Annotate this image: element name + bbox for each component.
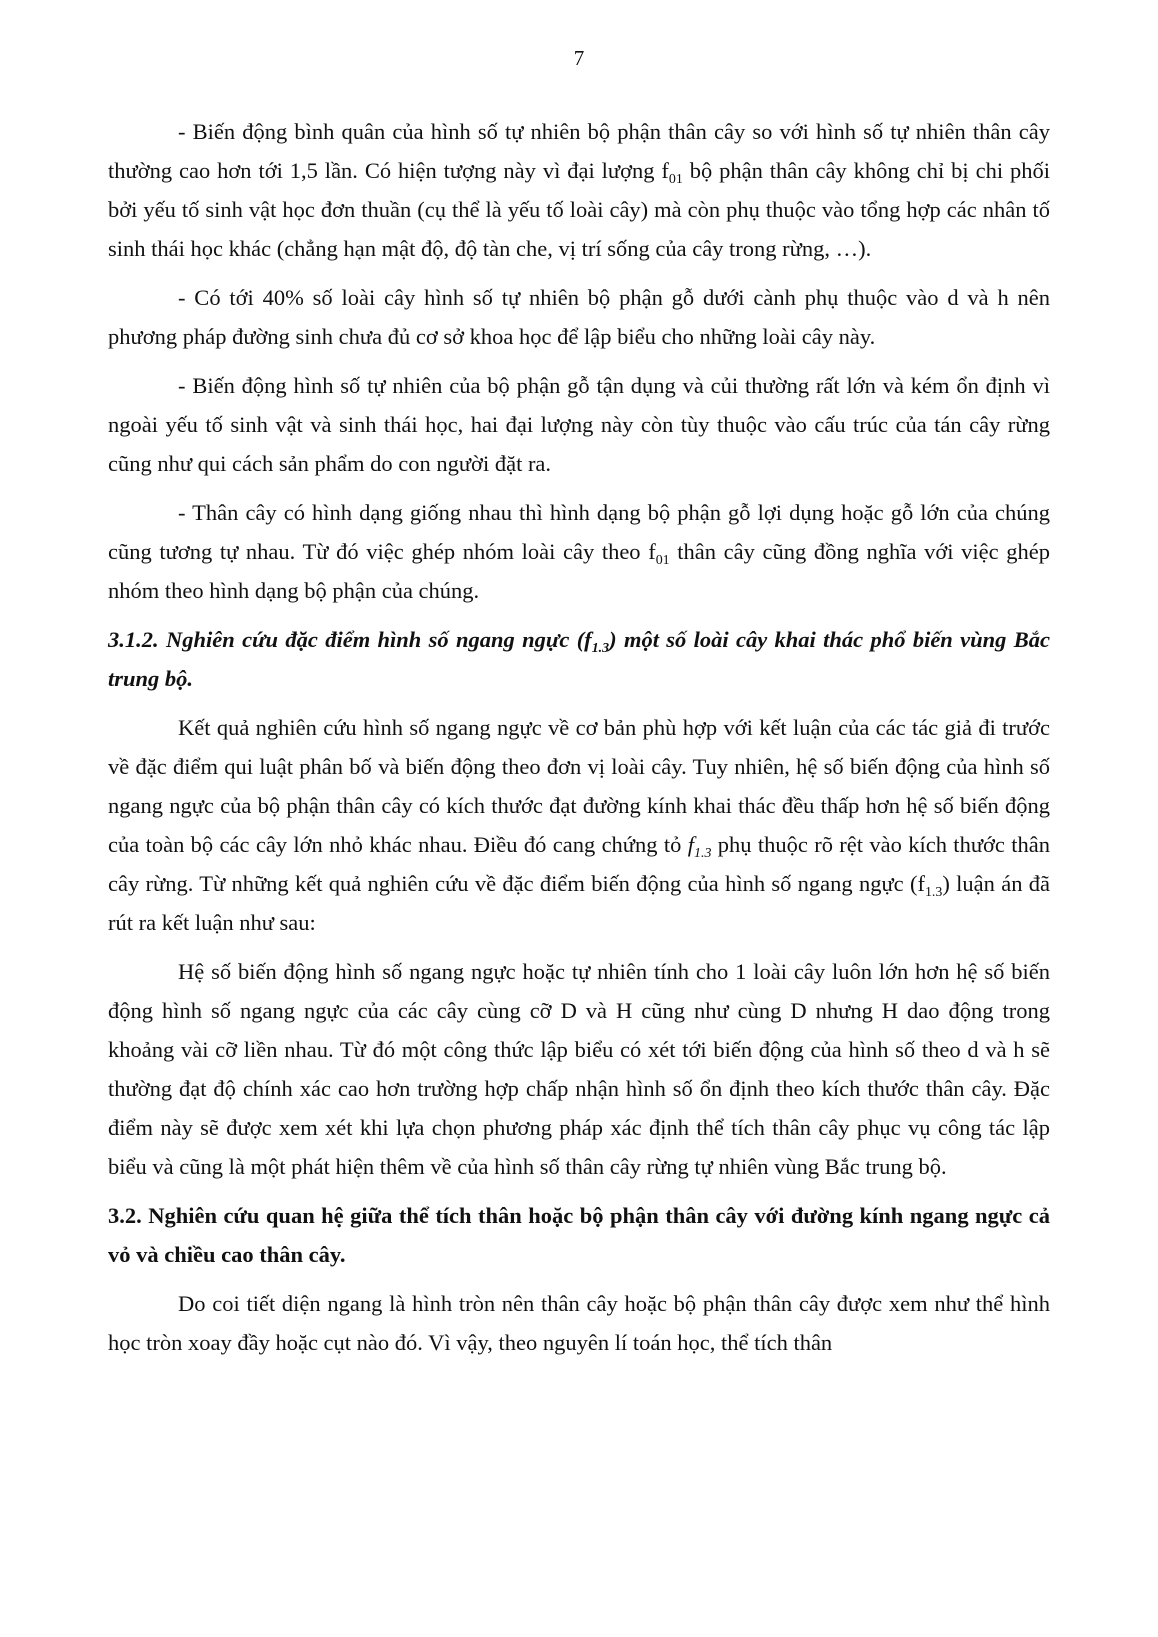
paragraph-5-text-a: Kết quả nghiên cứu hình số ngang ngực về cơ bản phù hợp với kết luận của các tác giả đi trước về đặc điểm qui luật phân bố và biến động theo đơn vị loài cây. Tuy nhiên, hệ số biến động của hình số ngang ngực của bộ phận thân cây có kích thước đạt đường kính khai thác đều thấp hơn hệ số biến động của toàn bộ các cây lớn nhỏ khác nhau. Điều đó cang chứng tỏ	[108, 715, 1050, 857]
paragraph-4-text-a: - Thân cây có hình dạng giống nhau thì hình dạng bộ phận gỗ lợi dụng hoặc gỗ lớn của chúng cũng tương tự nhau. Từ đó việc ghép nhóm loài cây theo f	[108, 500, 1050, 564]
paragraph-3: - Biến động hình số tự nhiên của bộ phận gỗ tận dụng và củi thường rất lớn và kém ổn định vì ngoài yếu tố sinh vật và sinh thái học, hai đại lượng này còn tùy thuộc vào cấu trúc của tán cây rừng cũng như qui cách sản phẩm do con người đặt ra.	[108, 373, 1050, 476]
paragraph-4	[108, 493, 1050, 610]
paragraph-5-symbol: f	[687, 832, 694, 857]
paragraph-1-text-b: bộ phận thân cây không chỉ bị chi phối bởi yếu tố sinh vật học đơn thuần (cụ thể là yếu tố loài cây) mà còn phụ thuộc vào tổng hợp các nhân tố sinh thái học khác (chẳng hạn mật độ, độ tàn che, vị trí sống của cây trong rừng, …).	[108, 158, 1050, 261]
heading-3-1-2-text-b: ) một số loài cây khai thác phổ biến vùng Bắc trung bộ.	[108, 627, 1051, 691]
paragraph-5-subscript-1: 1.3	[693, 845, 712, 861]
paragraph-1-text-a: - Biến động bình quân của hình số tự nhiên bộ phận thân cây so với hình số tự nhiên thân cây thường cao hơn tới 1,5 lần. Có hiện tượng này vì đại lượng f	[108, 119, 1050, 183]
paragraph-6: Hệ số biến động hình số ngang ngực hoặc tự nhiên tính cho 1 loài cây luôn lớn hơn hệ số biến động hình số ngang ngực của các cây cùng cỡ D và H cũng như cùng D nhưng H dao động trong khoảng vài cỡ liền nhau. Từ đó một công thức lập biểu có xét tới biến động của hình số theo d và h sẽ thường đạt độ chính xác cao hơn trường hợp chấp nhận hình số ổn định theo kích thước thân cây. Đặc điểm này sẽ được xem xét khi lựa chọn phương pháp xác định thể tích thân cây phục vụ công tác lập biểu và cũng là một phát hiện thêm về của hình số thân cây rừng tự nhiên vùng Bắc trung bộ.	[108, 959, 1050, 1179]
paragraph-1	[108, 112, 1050, 268]
heading-3-1-2-text-a: 3.1.2. Nghiên cứu đặc điểm hình số ngang ngực (f	[108, 627, 592, 652]
paragraph-1-subscript: 01	[668, 171, 683, 187]
paragraph-4-text-b: thân cây cũng đồng nghĩa với việc ghép nhóm theo hình dạng bộ phận của chúng.	[108, 539, 1051, 603]
section-heading-3-1-2	[108, 620, 1050, 698]
paragraph-2: - Có tới 40% số loài cây hình số tự nhiên bộ phận gỗ dưới cành phụ thuộc vào d và h nên phương pháp đường sinh chưa đủ cơ sở khoa học để lập biểu cho những loài cây này.	[108, 285, 1050, 349]
heading-3-1-2-subscript: 1.3	[591, 640, 610, 656]
page-content	[108, 112, 1050, 1372]
paragraph-5-subscript-2: 1.3	[924, 884, 943, 900]
paragraph-7: Do coi tiết diện ngang là hình tròn nên thân cây hoặc bộ phận thân cây được xem như thể hình học tròn xoay đầy hoặc cụt nào đó. Vì vậy, theo nguyên lí toán học, thể tích thân	[108, 1291, 1050, 1355]
section-heading-3-2: 3.2. Nghiên cứu quan hệ giữa thể tích thân hoặc bộ phận thân cây với đường kính ngang ngực cả vỏ và chiều cao thân cây.	[108, 1203, 1050, 1267]
paragraph-5-text-c: ) luận án đã rút ra kết luận như sau:	[108, 871, 1050, 935]
page-number: 7	[573, 46, 585, 70]
paragraph-4-subscript: 01	[655, 552, 670, 568]
paragraph-5	[108, 708, 1050, 942]
paragraph-5-text-b: phụ thuộc rõ rệt vào kích thước thân cây rừng. Từ những kết quả nghiên cứu về đặc điểm biến động của hình số ngang ngực (f	[108, 832, 1050, 896]
